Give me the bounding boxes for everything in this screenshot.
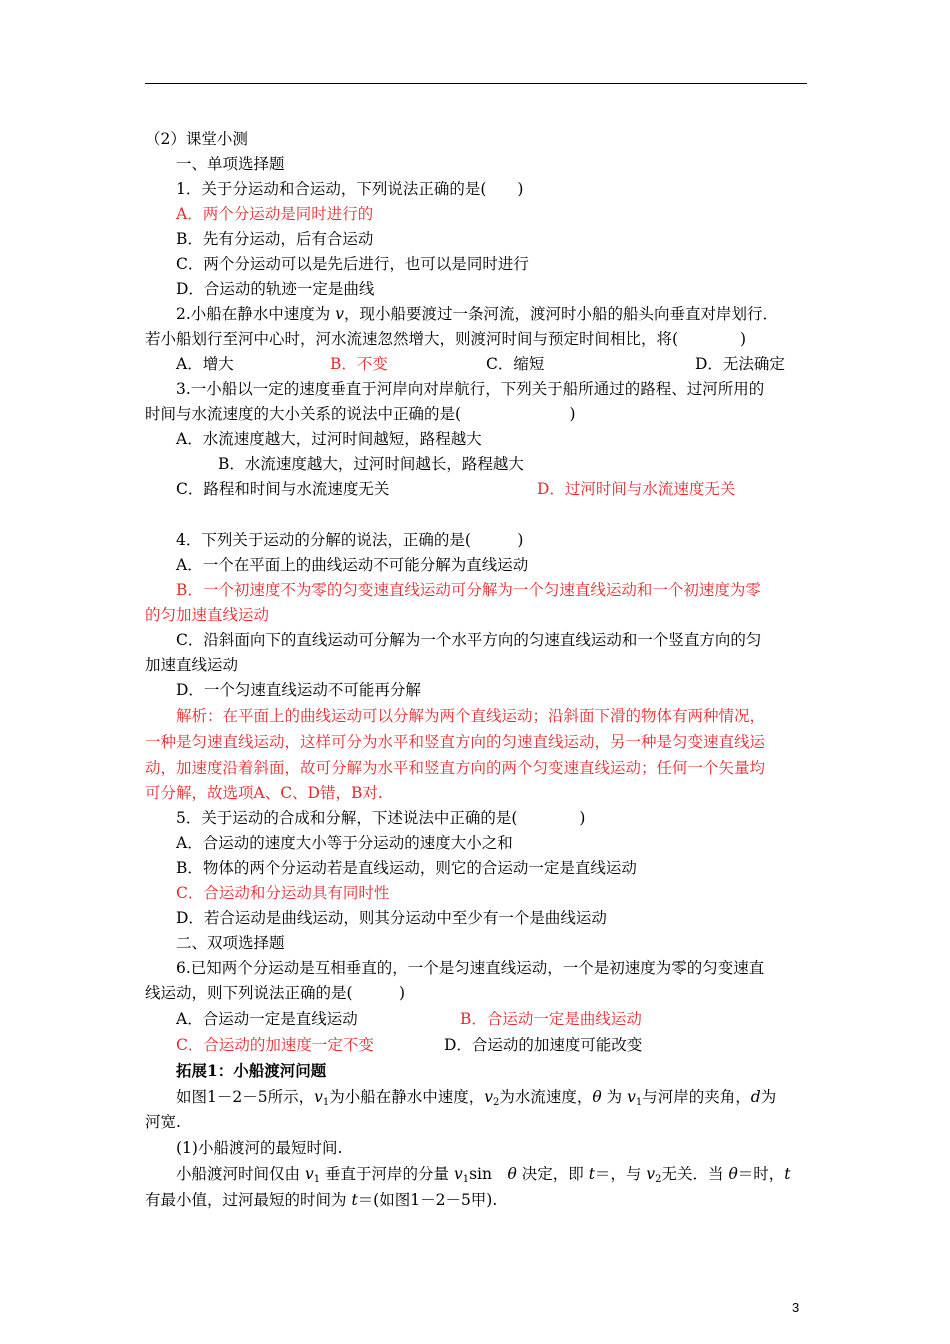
q6-option-b: B．合运动一定是曲线运动 [460, 1010, 642, 1028]
q3-stem-line1: 3.一小船以一定的速度垂直于河岸向对岸航行，下列关于船所通过的路程、过河所用的 [176, 380, 765, 398]
q4-option-c-line1: C．沿斜面向下的直线运动可分解为一个水平方向的匀速直线运动和一个竖直方向的匀 [176, 631, 762, 649]
q5-stem: 5．关于运动的合成和分解，下述说法中正确的是( ) [176, 809, 586, 827]
double-choice-heading: 二、双项选择题 [176, 934, 285, 952]
section-title: （2）课堂小测 [145, 130, 248, 148]
q3-option-d: D．过河时间与水流速度无关 [537, 480, 736, 498]
q5-option-c: C．合运动和分运动具有同时性 [176, 884, 390, 902]
single-choice-heading: 一、单项选择题 [176, 155, 285, 173]
q2-option-d: D．无法确定 [695, 355, 785, 373]
q5-option-d: D．若合运动是曲线运动，则其分运动中至少有一个是曲线运动 [176, 909, 607, 927]
q2-option-a: A．增大 [176, 355, 234, 373]
q4-stem: 4．下列关于运动的分解的说法，正确的是( ) [176, 531, 524, 549]
q4-analysis-line1: 解析：在平面上的曲线运动可以分解为两个直线运动；沿斜面下滑的物体有两种情况， [176, 707, 766, 725]
q6-option-a: A．合运动一定是直线运动 [176, 1010, 358, 1028]
q6-stem-line2: 线运动，则下列说法正确的是( ) [145, 984, 406, 1002]
q1-option-c: C．两个分运动可以是先后进行，也可以是同时进行 [176, 255, 529, 273]
extension-paragraph2-line1: 小船渡河时间仅由 $v_1$ 垂直于河岸的分量 $v_1\sin$ θ 决定，即 t＝，与 $v_2$无关．当 θ＝时，t [176, 1165, 791, 1185]
q4-option-d: D．一个匀速直线运动不可能再分解 [176, 681, 421, 699]
q3-option-b: B．水流速度越大，过河时间越长，路程越大 [218, 455, 524, 473]
q2-option-b: B．不变 [330, 355, 388, 373]
q2-option-c: C．缩短 [486, 355, 545, 373]
q4-option-c-line2: 加速直线运动 [145, 656, 239, 674]
q2-stem-line1: 2.小船在静水中速度为 v，现小船要渡过一条河流，渡河时小船的船头向垂直对岸划行． [176, 305, 778, 323]
q4-option-b-line1: B．一个初速度不为零的匀变速直线运动可分解为一个匀速直线运动和一个初速度为零 [176, 581, 761, 599]
q4-analysis-line3: 动，加速度沿着斜面，故可分解为水平和竖直方向的两个匀变速直线运动；任何一个矢量均 [145, 759, 766, 777]
extension-paragraph2-line2: 有最小值，过河最短的时间为 t＝(如图1－2－5甲). [145, 1191, 498, 1209]
q1-option-d: D．合运动的轨迹一定是曲线 [176, 280, 375, 298]
extension-title: 拓展1：小船渡河问题 [176, 1061, 327, 1080]
q3-option-c: C．路程和时间与水流速度无关 [176, 480, 390, 498]
q3-stem-line2: 时间与水流速度的大小关系的说法中正确的是( ) [145, 405, 576, 423]
q4-analysis-line4: 可分解，故选项A、C、D错，B对. [145, 784, 383, 802]
q4-analysis-line2: 一种是匀速直线运动，这样可分为水平和竖直方向的匀速直线运动，另一种是匀变速直线运 [145, 733, 766, 751]
q4-option-a: A．一个在平面上的曲线运动不可能分解为直线运动 [176, 556, 529, 574]
page-number: 3 [792, 1300, 800, 1315]
q1-stem: 1．关于分运动和合运动，下列说法正确的是( ) [176, 180, 524, 198]
q6-option-c: C．合运动的加速度一定不变 [176, 1036, 374, 1054]
q1-option-a: A．两个分运动是同时进行的 [176, 205, 374, 223]
q4-option-b-line2: 的匀加速直线运动 [145, 606, 270, 624]
q1-option-b: B．先有分运动，后有合运动 [176, 230, 374, 248]
q3-option-a: A．水流速度越大，过河时间越短，路程越大 [176, 430, 482, 448]
q6-option-d: D．合运动的加速度可能改变 [444, 1036, 643, 1054]
q2-stem-line2: 若小船划行至河中心时，河水流速忽然增大，则渡河时间与预定时间相比，将( ) [145, 330, 747, 348]
q5-option-b: B．物体的两个分运动若是直线运动，则它的合运动一定是直线运动 [176, 859, 637, 877]
header-rule [145, 83, 807, 84]
extension-subheading-1: (1)小船渡河的最短时间. [176, 1139, 343, 1157]
q5-option-a: A．合运动的速度大小等于分运动的速度大小之和 [176, 834, 513, 852]
q6-stem-line1: 6.已知两个分运动是互相垂直的，一个是匀速直线运动，一个是初速度为零的匀变速直 [176, 959, 765, 977]
extension-paragraph1-line2: 河宽. [145, 1113, 181, 1131]
extension-paragraph1-line1: 如图1－2－5所示，$v_1$为小船在静水中速度，$v_2$为水流速度，θ 为 $v_1$与河岸的夹角，d为 [176, 1088, 777, 1108]
